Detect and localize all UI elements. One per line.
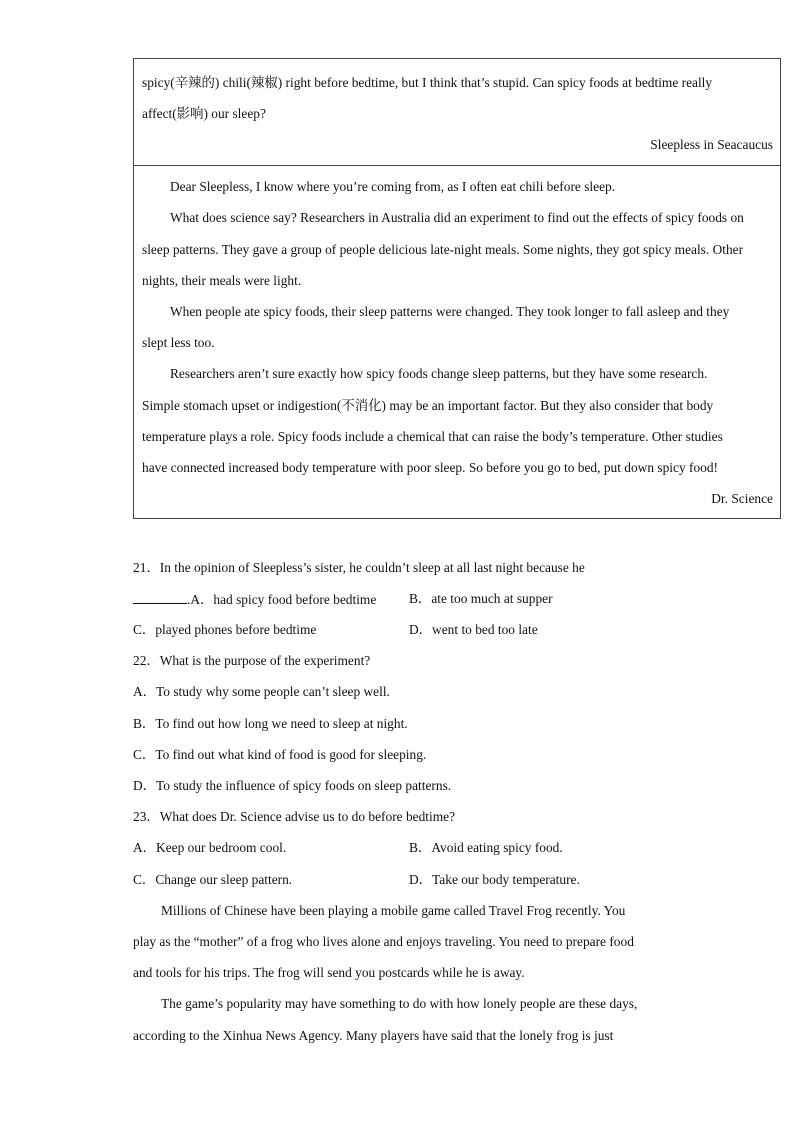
reply-line: temperature plays a role. Spicy foods include a chemical that can raise the body’s temperature. Other studies [142,429,723,444]
question-23-option-c: C．Change our sleep pattern. [133,872,293,887]
reply-line: What does science say? Researchers in Australia did an experiment to find out the effects of spicy foods on [170,210,744,225]
reply-line: sleep patterns. They gave a group of people delicious late-night meals. Some nights, they got spicy meals. Other [142,242,744,257]
question-21-option-d: D．went to bed too late [409,622,538,637]
question-23-option-b: B．Avoid eating spicy food. [409,840,563,855]
answer-blank [133,591,187,604]
passage-line: play as the “mother” of a frog who lives alone and enjoys traveling. You need to prepare food [133,934,634,949]
reply-line: slept less too. [142,335,215,350]
question-21-option-c: C．played phones before bedtime [133,622,317,637]
question-23-stem: 23．What does Dr. Science advise us to do before bedtime? [133,809,456,824]
reply-line: Simple stomach upset or indigestion(不消化) may be an important factor. But they also consider that body [142,398,714,413]
reply-line: When people ate spicy foods, their sleep patterns were changed. They took longer to fall asleep and they [170,304,730,319]
letter-line: affect(影响) our sleep? [142,106,266,121]
reply-line: have connected increased body temperature with poor sleep. So before you go to bed, put down spicy food! [142,460,718,475]
reply-line: Dear Sleepless, I know where you’re coming from, as I often eat chili before sleep. [170,179,616,194]
letter-box [133,58,781,519]
passage-line: according to the Xinhua News Agency. Many players have said that the lonely frog is just [133,1028,614,1043]
question-22-stem: 22．What is the purpose of the experiment? [133,653,371,668]
question-22-option-c: C．To find out what kind of food is good for sleeping. [133,747,427,762]
passage-line: The game’s popularity may have something to do with how lonely people are these days, [161,996,638,1011]
question-21-option-a [133,591,376,608]
passage-line: and tools for his trips. The frog will send you postcards while he is away. [133,965,525,980]
reply-signature: Dr. Science [711,491,773,506]
question-22-option-a: A．To study why some people can’t sleep well. [133,684,390,699]
question-23-option-d: D．Take our body temperature. [409,872,580,887]
question-22-option-d: D．To study the influence of spicy foods on sleep patterns. [133,778,452,793]
box-divider [134,165,780,166]
question-23-option-a: A．Keep our bedroom cool. [133,840,287,855]
option-a-text: .A．had spicy food before bedtime [187,592,377,607]
question-21-option-b: B．ate too much at supper [409,591,553,606]
question-22-option-b: B．To find out how long we need to sleep at night. [133,716,408,731]
letter-line: spicy(辛辣的) chili(辣椒) right before bedtime, but I think that’s stupid. Can spicy foods at bedtime really [142,75,713,90]
question-21-stem: 21．In the opinion of Sleepless’s sister, he couldn’t sleep at all last night because he [133,560,585,575]
reply-line: nights, their meals were light. [142,273,302,288]
passage-line: Millions of Chinese have been playing a mobile game called Travel Frog recently. You [161,903,626,918]
reply-line: Researchers aren’t sure exactly how spicy foods change sleep patterns, but they have some research. [170,366,708,381]
letter-signature: Sleepless in Seacaucus [650,137,773,152]
